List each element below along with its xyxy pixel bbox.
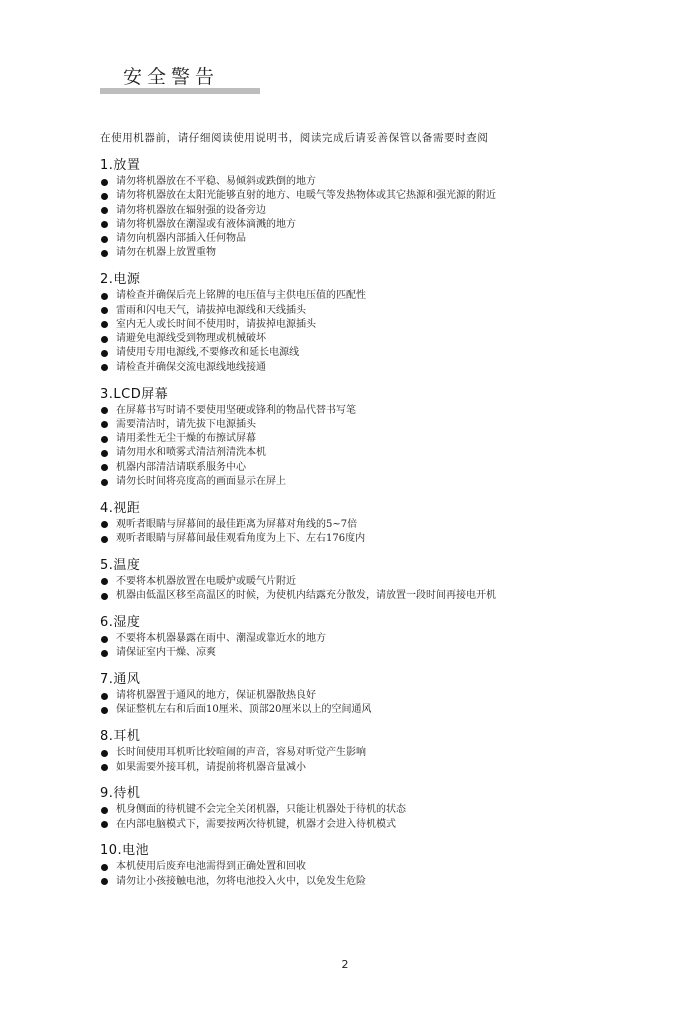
bullet-dot-icon: [101, 650, 108, 657]
section-heading: 1.放置: [100, 158, 141, 173]
bullet-dot-icon: [101, 636, 108, 643]
warning-item-text: 请勿在机器上放置重物: [116, 247, 216, 259]
warning-item-text: 需要清洁时，请先拔下电源插头: [116, 418, 256, 430]
bullet-dot-icon: [101, 464, 108, 471]
warning-item-text: 请检查并确保交流电源线地线接通: [116, 361, 266, 373]
warning-item-text: 长时间使用耳机听比较喧闹的声音，容易对听觉产生影响: [116, 747, 366, 759]
bullet-dot-icon: [101, 436, 108, 443]
warning-item: [100, 589, 660, 603]
warning-item-text: 不要将本机器暴露在雨中、潮湿或靠近水的地方: [116, 633, 326, 645]
warning-item: [100, 346, 660, 360]
intro-text: 在使用机器前，请仔细阅读使用说明书，阅读完成后请妥善保管以备需要时查阅: [100, 132, 489, 144]
section-heading: 6.湿度: [100, 615, 141, 631]
bullet-dot-icon: [101, 479, 108, 486]
warning-item: [100, 418, 660, 432]
warning-list: [100, 860, 660, 889]
bullet-dot-icon: [101, 578, 108, 585]
bullet-dot-icon: [101, 421, 108, 428]
warning-item-text: 请勿将机器放在潮湿或有液体滴溅的地方: [116, 218, 296, 230]
warning-item: [100, 318, 660, 332]
title-underline-bar: [100, 88, 260, 94]
section-heading: 5.温度: [100, 557, 141, 573]
warning-item-text: 本机使用后废弃电池需得到正确处置和回收: [116, 861, 306, 873]
warning-section: [100, 387, 660, 490]
warning-item: [100, 575, 660, 589]
warning-item: [100, 746, 660, 760]
warning-item: [100, 518, 660, 532]
warning-item-text: 请勿向机器内部插入任何物品: [116, 233, 246, 245]
warning-item-text: 机身侧面的待机键不会完全关闭机器，只能让机器处于待机的状态: [116, 804, 406, 816]
bullet-dot-icon: [101, 521, 108, 528]
warning-item-text: 请检查并确保后壳上铭牌的电压值与主供电压值的匹配性: [116, 290, 366, 302]
warning-item: [100, 232, 660, 246]
warning-item-text: 请用柔性无尘干燥的布擦试屏幕: [116, 433, 256, 445]
warning-item-text: 请保证室内干燥、凉爽: [116, 647, 216, 659]
warning-item: [100, 432, 660, 446]
warning-item: [100, 332, 660, 346]
bullet-dot-icon: [101, 807, 108, 814]
section-heading: 9.待机: [100, 786, 141, 802]
warning-list: [100, 689, 660, 718]
bullet-dot-icon: [101, 878, 108, 885]
warning-item-text: 请使用专用电源线,不要修改和延长电源线: [116, 347, 300, 359]
bullet-dot-icon: [101, 336, 108, 343]
bullet-dot-icon: [101, 707, 108, 714]
warning-section: [100, 158, 660, 261]
bullet-dot-icon: [101, 236, 108, 243]
warning-item-text: 观听者眼睛与屏幕间的最佳距离为屏幕对角线的5~7倍: [116, 518, 358, 530]
warning-list: [100, 746, 660, 775]
warning-item: [100, 818, 660, 832]
warning-item-text: 雷雨和闪电天气，请拔掉电源线和天线插头: [116, 304, 306, 316]
section-heading: 2.电源: [100, 272, 141, 288]
warning-list: [100, 175, 660, 261]
section-heading: 7.通风: [100, 672, 141, 688]
warning-item: [100, 289, 660, 303]
warning-section: [100, 558, 660, 604]
warning-item: [100, 361, 660, 375]
bullet-dot-icon: [101, 821, 108, 828]
warning-list: [100, 632, 660, 661]
warning-item: [100, 875, 660, 889]
warning-item-text: 室内无人或长时间不使用时，请拔掉电源插头: [116, 318, 316, 330]
page-title: 安全警告: [123, 66, 220, 88]
bullet-dot-icon: [101, 179, 108, 186]
bullet-dot-icon: [101, 536, 108, 543]
warning-item-text: 请将机器置于通风的地方，保证机器散热良好: [116, 690, 316, 702]
warning-item: [100, 175, 660, 189]
warning-section: [100, 272, 660, 375]
bullet-dot-icon: [101, 693, 108, 700]
section-heading: 3.LCD屏幕: [100, 386, 169, 402]
warning-section: [100, 615, 660, 661]
page-number: 2: [341, 958, 349, 971]
bullet-dot-icon: [101, 307, 108, 314]
bullet-dot-icon: [101, 321, 108, 328]
warning-item: [100, 218, 660, 232]
bullet-dot-icon: [101, 864, 108, 871]
section-heading: 4.视距: [100, 500, 141, 516]
warning-section: [100, 729, 660, 775]
section-heading: 8.耳机: [100, 729, 141, 745]
warning-item-text: 保证整机左右和后面10厘米、顶部20厘米以上的空间通风: [116, 704, 372, 716]
bullet-dot-icon: [101, 450, 108, 457]
bullet-dot-icon: [101, 293, 108, 300]
warning-section: [100, 786, 660, 832]
warning-item-text: 请勿用水和喷雾式清洁剂清洗本机: [116, 447, 266, 459]
warning-item-text: 请勿让小孩接触电池，勿将电池投入火中，以免发生危险: [116, 875, 366, 887]
warning-item-text: 观听者眼睛与屏幕间最佳观看角度为上下、左右176度内: [116, 533, 366, 545]
warning-item: [100, 204, 660, 218]
warning-item: [100, 646, 660, 660]
warning-item: [100, 446, 660, 460]
warning-section: [100, 501, 660, 547]
warning-item-text: 请勿长时间将亮度高的画面显示在屏上: [116, 476, 286, 488]
bullet-dot-icon: [101, 193, 108, 200]
warning-item: [100, 703, 660, 717]
warning-item-text: 机器由低温区移至高温区的时候，为使机内结露充分散发，请放置一段时间再接电开机: [116, 590, 496, 602]
warning-list: [100, 518, 660, 547]
bullet-dot-icon: [101, 750, 108, 757]
warning-item-text: 如果需要外接耳机，请提前将机器音量减小: [116, 761, 306, 773]
warning-item: [100, 404, 660, 418]
bullet-dot-icon: [101, 364, 108, 371]
warning-item-text: 在内部电脑模式下，需要按两次待机键，机器才会进入待机模式: [116, 818, 396, 830]
warning-sections: [100, 158, 660, 901]
warning-item-text: 不要将本机器放置在电暖炉或暖气片附近: [116, 575, 296, 587]
bullet-dot-icon: [101, 593, 108, 600]
warning-section: [100, 672, 660, 718]
bullet-dot-icon: [101, 764, 108, 771]
warning-item-text: 在屏幕书写时请不要使用坚硬或锋利的物品代替书写笔: [116, 404, 356, 416]
warning-list: [100, 404, 660, 490]
warning-item: [100, 803, 660, 817]
warning-item: [100, 189, 660, 203]
warning-item-text: 请勿将机器放在辐射强的设备旁边: [116, 204, 266, 216]
warning-item: [100, 689, 660, 703]
warning-item: [100, 246, 660, 260]
warning-item: [100, 860, 660, 874]
warning-item: [100, 632, 660, 646]
warning-item-text: 请避免电源线受到物理或机械破坏: [116, 333, 266, 345]
bullet-dot-icon: [101, 207, 108, 214]
warning-item: [100, 475, 660, 489]
warning-item-text: 请勿将机器放在不平稳、易倾斜或跌倒的地方: [116, 176, 316, 187]
bullet-dot-icon: [101, 350, 108, 357]
warning-item: [100, 461, 660, 475]
warning-list: [100, 289, 660, 375]
bullet-dot-icon: [101, 250, 108, 257]
warning-item: [100, 761, 660, 775]
warning-item: [100, 304, 660, 318]
warning-list: [100, 575, 660, 604]
warning-item: [100, 532, 660, 546]
warning-section: [100, 843, 660, 889]
bullet-dot-icon: [101, 407, 108, 414]
warning-list: [100, 803, 660, 832]
section-heading: 10.电池: [100, 843, 150, 859]
warning-item-text: 机器内部清洁请联系服务中心: [116, 461, 246, 473]
bullet-dot-icon: [101, 221, 108, 228]
warning-item-text: 请勿将机器放在太阳光能够直射的地方、电暖气等发热物体或其它热源和强光源的附近: [116, 190, 496, 202]
